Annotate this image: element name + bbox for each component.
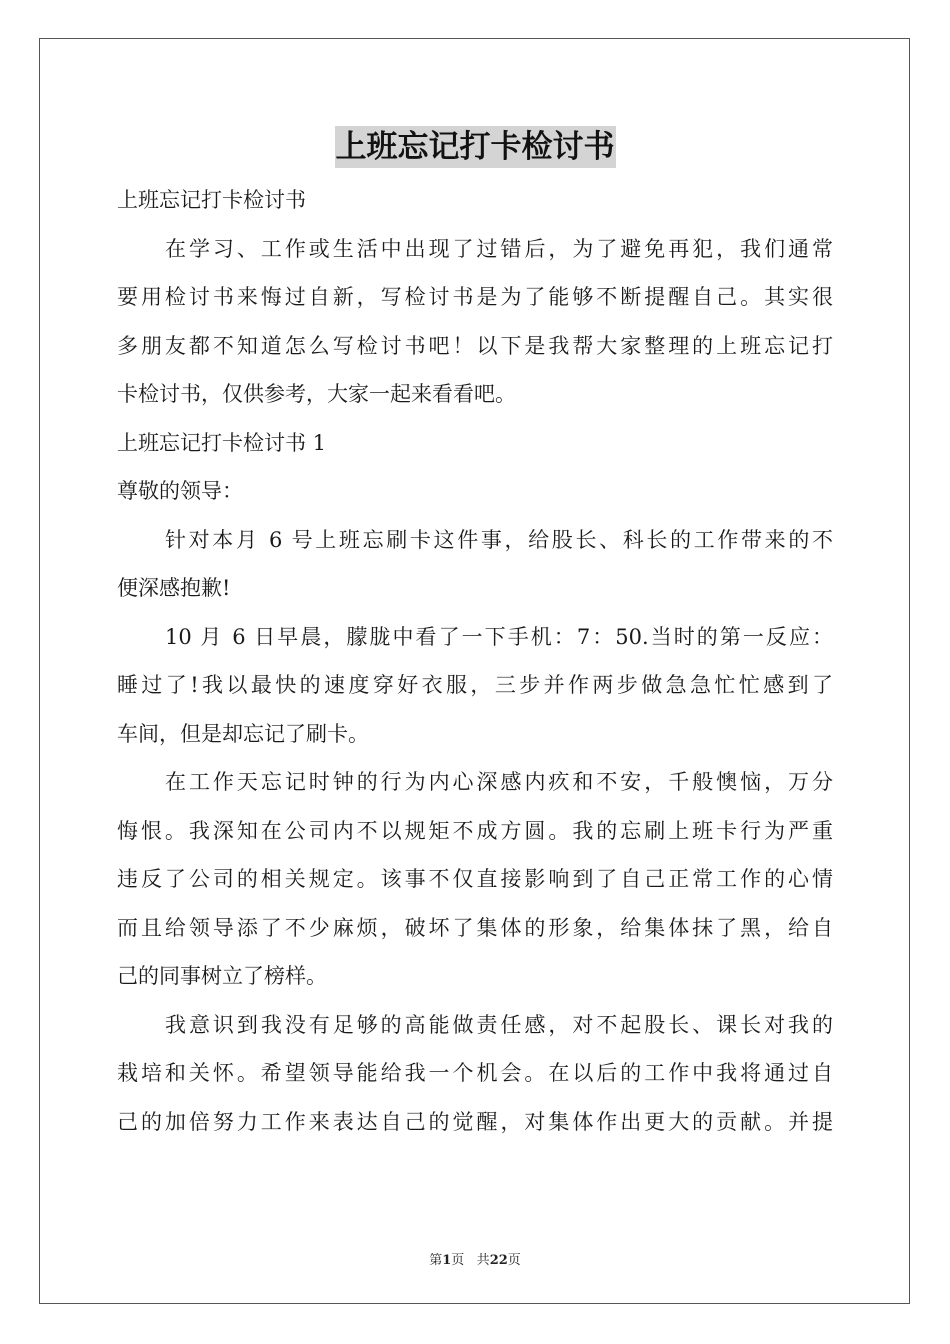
paragraph-line: 要用检讨书来悔过自新，写检讨书是为了能够不断提醒自己。其实很 xyxy=(117,285,833,309)
paragraph-line: 违反了公司的相关规定。该事不仅直接影响到了自己正常工作的心情 xyxy=(117,867,833,891)
paragraph-line: 便深感抱歉! xyxy=(117,576,231,600)
paragraph-line: 在学习、工作或生活中出现了过错后，为了避免再犯，我们通常 xyxy=(165,236,833,261)
paragraph-line: 己的同事树立了榜样。 xyxy=(117,964,327,988)
paragraph-line: 多朋友都不知道怎么写检讨书吧！以下是我帮大家整理的上班忘记打 xyxy=(117,333,833,358)
current-page-number: 1 xyxy=(442,1253,452,1268)
total-prefix: 共 xyxy=(476,1253,490,1268)
document-body xyxy=(117,176,833,1146)
paragraph-line: 己的加倍努力工作来表达自己的觉醒，对集体作出更大的贡献。并提 xyxy=(117,1109,833,1134)
paragraph-line: 栽培和关怀。希望领导能给我一个机会。在以后的工作中我将通过自 xyxy=(117,1061,833,1085)
salutation: 尊敬的领导： xyxy=(117,479,243,503)
total-pages-number: 22 xyxy=(489,1253,508,1268)
document-title: 上班忘记打卡检讨书 xyxy=(335,126,616,168)
page-suffix: 页 xyxy=(451,1253,465,1268)
total-suffix: 页 xyxy=(507,1253,521,1268)
paragraph-line: 针对本月 6 号上班忘刷卡这件事，给股长、科长的工作带来的不 xyxy=(165,527,833,552)
paragraph-line: 我意识到我没有足够的高能做责任感，对不起股长、课长对我的 xyxy=(165,1012,833,1037)
paragraph-line: 睡过了!我以最快的速度穿好衣服，三步并作两步做急急忙忙感到了 xyxy=(117,673,833,697)
paragraph-line: 10 月 6 日早晨，朦胧中看了一下手机：7：50.当时的第一反应： xyxy=(165,624,833,649)
title-container xyxy=(0,126,950,168)
page-prefix: 第 xyxy=(429,1253,443,1268)
paragraph-line: 卡检讨书，仅供参考，大家一起来看看吧。 xyxy=(117,382,516,406)
page-footer xyxy=(0,1249,950,1268)
subtitle-line: 上班忘记打卡检讨书 xyxy=(117,188,306,212)
paragraph-line: 悔恨。我深知在公司内不以规矩不成方圆。我的忘刷上班卡行为严重 xyxy=(117,818,833,843)
paragraph-line: 在工作天忘记时钟的行为内心深感内疚和不安，千般懊恼，万分 xyxy=(165,770,833,794)
paragraph-line: 车间，但是却忘记了刷卡。 xyxy=(117,721,369,746)
paragraph-line: 而且给领导添了不少麻烦，破坏了集体的形象，给集体抹了黑，给自 xyxy=(117,915,833,940)
section-heading: 上班忘记打卡检讨书 1 xyxy=(117,430,327,455)
